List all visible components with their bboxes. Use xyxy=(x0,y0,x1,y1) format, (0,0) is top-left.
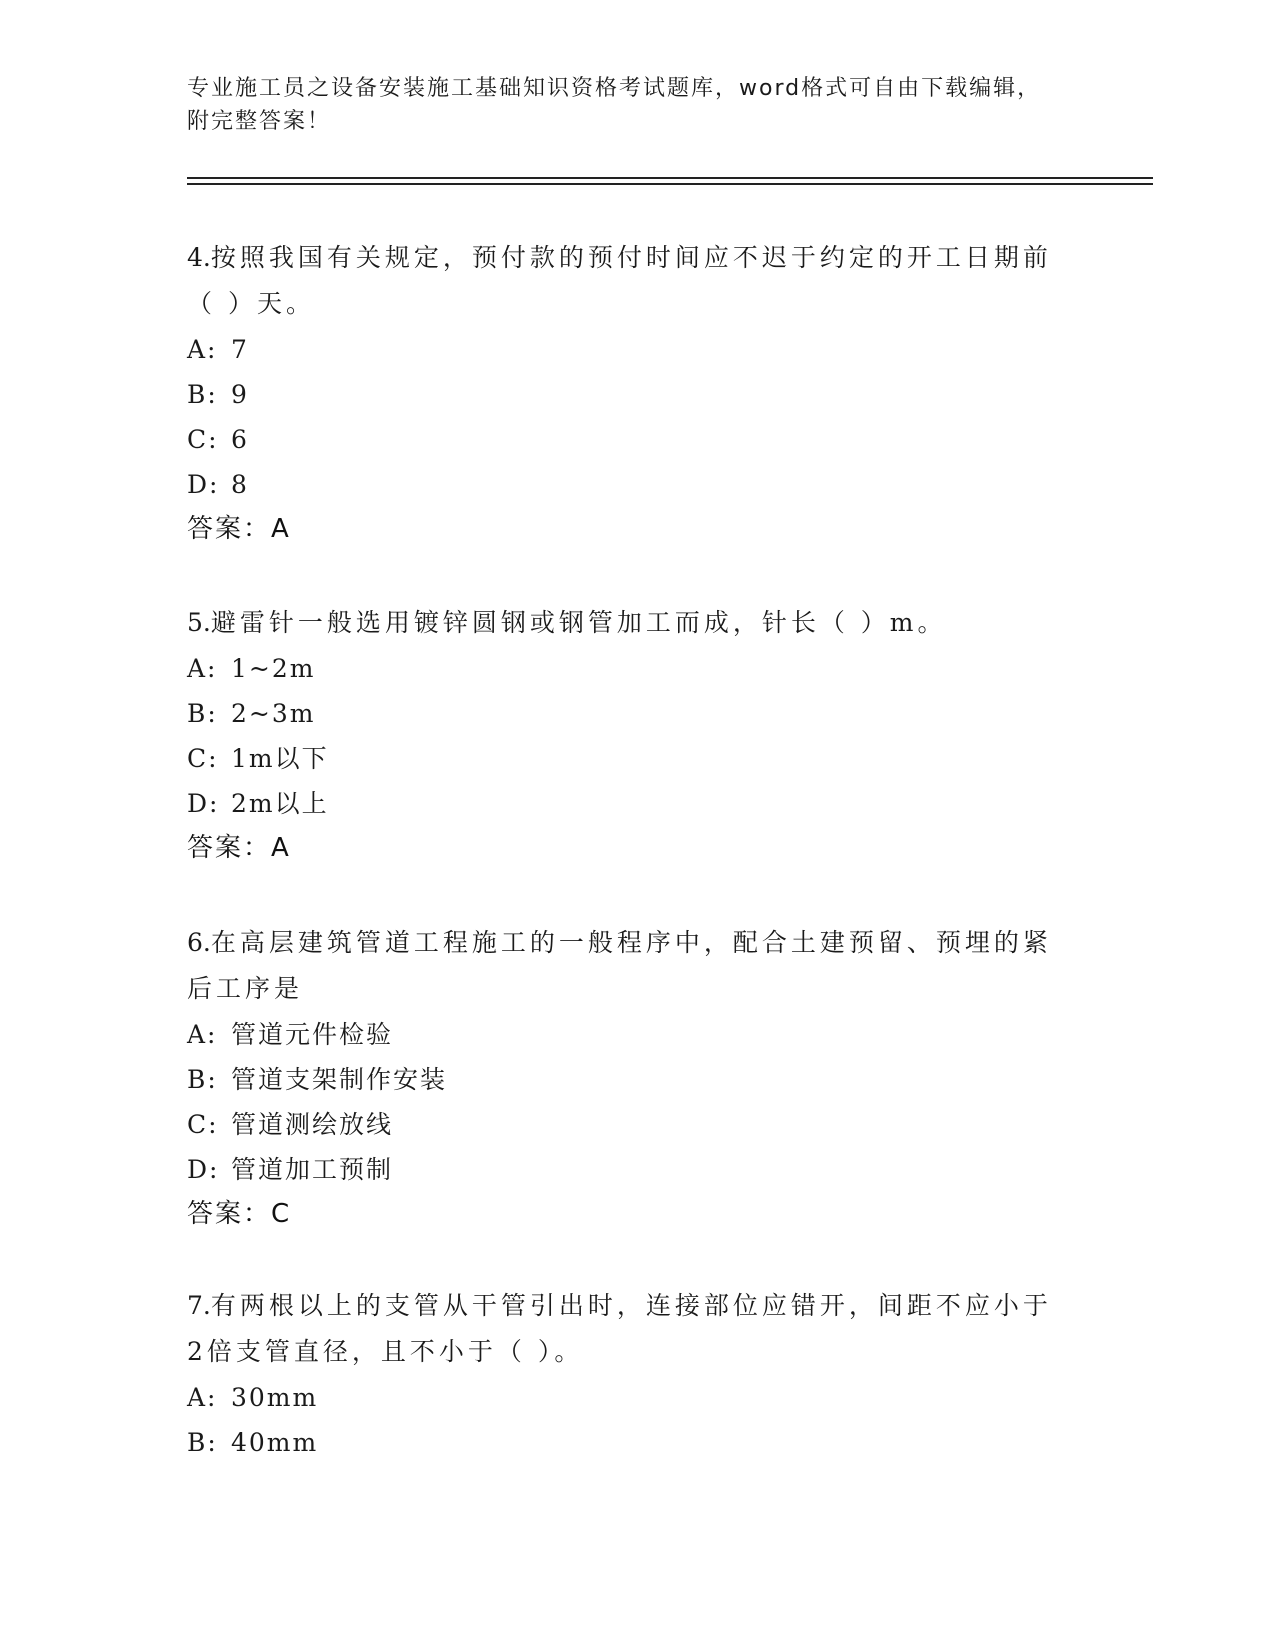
option-text: 1m以下 xyxy=(231,744,329,773)
option-b xyxy=(187,1420,1067,1465)
option-key: D: xyxy=(187,470,220,499)
option-key: A: xyxy=(187,1383,218,1412)
option-text: 6 xyxy=(231,425,249,454)
option-c xyxy=(187,736,1067,781)
question-4 xyxy=(187,235,1067,552)
question-number: 4. xyxy=(187,243,211,272)
option-text: 1~2m xyxy=(231,654,316,683)
question-stem-line-2: 后工序是 xyxy=(187,974,304,1003)
question-stem-line-1: 按照我国有关规定，预付款的预付时间应不迟于约定的开工日期前 xyxy=(210,243,1052,272)
option-d xyxy=(187,781,1067,826)
option-text: 管道测绘放线 xyxy=(231,1110,394,1139)
answer-line: 答案：A xyxy=(187,514,291,544)
option-key: D: xyxy=(187,789,220,818)
question-stem xyxy=(187,600,1067,646)
question-stem-line-2: （ ）天。 xyxy=(187,289,315,318)
option-text: 40mm xyxy=(231,1428,319,1457)
option-key: C: xyxy=(187,744,219,773)
question-stem-line-1: 避雷针一般选用镀锌圆钢或钢管加工而成，针长（ ）m。 xyxy=(210,608,947,637)
option-text: 2~3m xyxy=(231,699,316,728)
question-number: 6. xyxy=(187,928,211,957)
question-stem-line-2: 2倍支管直径，且不小于（ ）。 xyxy=(187,1337,584,1366)
option-b xyxy=(187,1057,1067,1102)
option-a xyxy=(187,646,1067,691)
question-6 xyxy=(187,920,1067,1237)
option-text: 30mm xyxy=(231,1383,319,1412)
document-header xyxy=(187,72,1067,138)
question-5 xyxy=(187,600,1067,871)
option-key: B: xyxy=(187,380,218,409)
option-key: B: xyxy=(187,1428,218,1457)
option-key: C: xyxy=(187,1110,219,1139)
question-number: 5. xyxy=(187,608,211,637)
option-key: B: xyxy=(187,1065,218,1094)
option-key: A: xyxy=(187,654,218,683)
option-a xyxy=(187,327,1067,372)
answer-line: 答案：C xyxy=(187,1199,292,1229)
option-text: 管道支架制作安装 xyxy=(231,1065,448,1094)
option-text: 2m以上 xyxy=(231,789,329,818)
question-stem xyxy=(187,920,1067,966)
option-text: 8 xyxy=(231,470,249,499)
option-a xyxy=(187,1375,1067,1420)
option-text: 管道加工预制 xyxy=(231,1155,394,1184)
question-stem-line-1: 在高层建筑管道工程施工的一般程序中，配合土建预留、预埋的紧 xyxy=(210,928,1052,957)
question-number: 7. xyxy=(187,1291,211,1320)
option-text: 7 xyxy=(231,335,249,364)
option-key: D: xyxy=(187,1155,220,1184)
option-d xyxy=(187,1147,1067,1192)
option-key: A: xyxy=(187,1020,218,1049)
answer-line: 答案：A xyxy=(187,833,291,863)
header-divider-top xyxy=(187,177,1153,179)
question-stem xyxy=(187,1283,1067,1329)
option-d xyxy=(187,462,1067,507)
option-text: 9 xyxy=(231,380,249,409)
question-7 xyxy=(187,1283,1067,1465)
option-key: C: xyxy=(187,425,219,454)
option-a xyxy=(187,1012,1067,1057)
question-stem-line-1: 有两根以上的支管从干管引出时，连接部位应错开，间距不应小于 xyxy=(210,1291,1052,1320)
option-b xyxy=(187,691,1067,736)
header-divider-bottom xyxy=(187,183,1153,185)
option-key: B: xyxy=(187,699,218,728)
option-key: A: xyxy=(187,335,218,364)
option-c xyxy=(187,417,1067,462)
option-b xyxy=(187,372,1067,417)
option-c xyxy=(187,1102,1067,1147)
header-line-2: 附完整答案！ xyxy=(187,109,332,134)
header-line-1: 专业施工员之设备安装施工基础知识资格考试题库，word格式可自由下载编辑， xyxy=(187,76,1042,101)
option-text: 管道元件检验 xyxy=(231,1020,394,1049)
question-stem xyxy=(187,235,1067,281)
